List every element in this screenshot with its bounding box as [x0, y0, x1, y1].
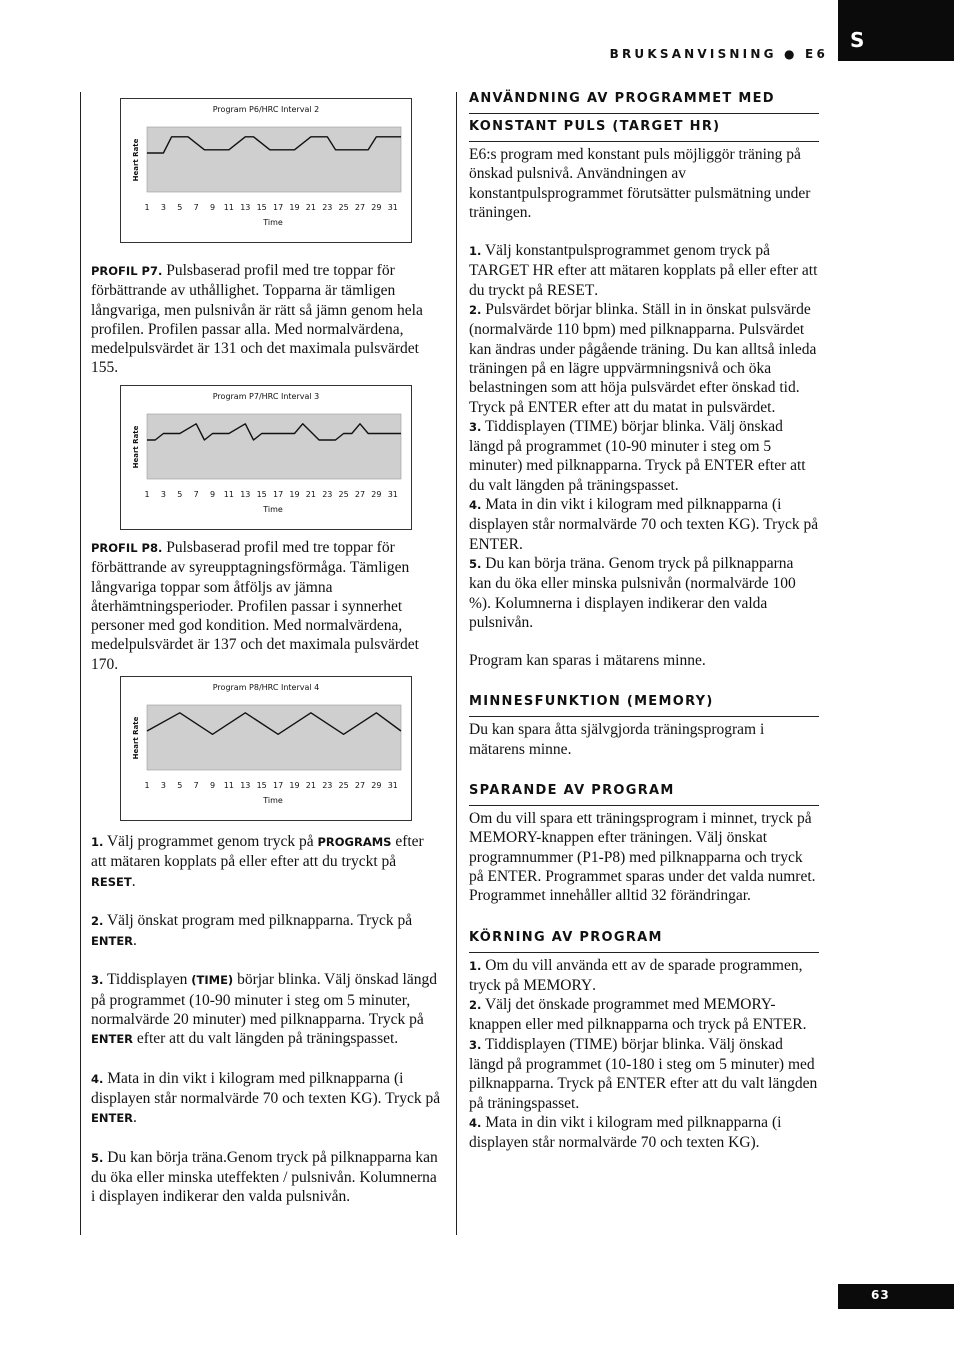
- right-step-5: 5. Du kan börja träna. Genom tryck på pilknapparna kan du öka eller minska pulsnivån (normalvärde 100 %). Kolumnerna i displayen indikerar den valda pulsnivån.: [469, 554, 796, 631]
- x-tick-label: 9: [209, 781, 216, 790]
- x-tick-label: 15: [256, 203, 267, 212]
- x-tick-label: 25: [338, 490, 349, 499]
- p8-label: PROFIL P8.: [91, 541, 163, 555]
- left-step-3: 3. Tiddisplayen (TIME) börjar blinka. Välj önskad längd på programmet (10-90 minuter i steg om 5 minuter, normalvärde 20 minuter) med pilknapparna. Tryck på ENTER efter att du valt längden på träningspasset.: [91, 971, 437, 1048]
- run-step-1: 1. Om du vill använda ett av de sparade programmen, tryck på MEMORY.: [469, 956, 803, 994]
- left-rule: [80, 92, 81, 1235]
- run-step-3: 3. Tiddisplayen (TIME) börjar blinka. Välj önskad längd på programmet (10-180 i steg om 5 minuter) med pilknapparna. Tryck på ENTER efter att du valt längden på träningspasset.: [469, 1035, 818, 1112]
- x-tick-label: 13: [240, 781, 251, 790]
- right-column: [469, 86, 819, 1152]
- page-header: BRUKSANVISNING ● E6: [609, 47, 828, 61]
- memory-text: Du kan spara åtta självgjorda träningsprogram i mätarens minne.: [469, 721, 765, 758]
- x-tick-label: 7: [193, 490, 199, 499]
- left-step-1: 1. Välj programmet genom tryck på PROGRAMS efter att mätaren kopplats på eller efter att du tryckt på RESET.: [91, 833, 424, 890]
- left-step-5: 5. Du kan börja träna.Genom tryck på pilknapparna kan du öka eller minska uteffekten / pulsnivån. Kolumnerna i displayen indikerar den valda pulsnivån.: [91, 1148, 438, 1206]
- right-step-1: 1. Välj konstantpulsprogrammet genom tryck på TARGET HR efter att mätaren kopplats på eller efter att du tryckt på RESET.: [469, 242, 818, 299]
- p8-text: Pulsbaserad profil med tre toppar för förbättrande av syreupptagningsförmåga. Tämligen långvariga toppar som åtföljs av jämna återhämtningsperioder. Profilen passar i synnerhet personer med god kondition. Med normalvärdena, medelpulsvärdet är 137 och det maximala pulsvärdet 170.: [91, 539, 419, 673]
- x-tick-label: 25: [338, 781, 349, 790]
- left-step-4: 4. Mata in din vikt i kilogram med pilknapparna (i displayen står normalvärde 70 och texten KG). Tryck på ENTER.: [91, 1069, 441, 1127]
- x-tick-label: 17: [273, 781, 284, 790]
- x-tick-label: 31: [387, 781, 398, 790]
- save-program-text: Om du vill spara ett träningsprogram i minnet, tryck på MEMORY-knappen efter träningen. Välj önskat programnummer (P1-P8) med pilknapparna och tryck på ENTER. Programmet sparas under det valda numret. Programmet innehåller alltid 32 förändringar.: [469, 810, 816, 905]
- left-step-2: 2. Välj önskat program med pilknapparna. Tryck på ENTER.: [91, 911, 413, 950]
- profile-p8: [91, 538, 443, 674]
- x-tick-label: 5: [177, 781, 183, 790]
- x-tick-label: 19: [289, 781, 300, 790]
- x-axis-label: Time: [263, 796, 283, 805]
- x-tick-label: 5: [177, 490, 183, 499]
- x-tick-label: 1: [144, 203, 150, 212]
- right-step-2: 2. Pulsvärdet börjar blinka. Ställ in in önskat pulsvärde (normalvärde 110 bpm) med pilknapparna. Pulsvärdet kan ändras under pågående träning. Du kan alltså inleda träningen på en lägre uppvärmningsnivå och öka belastningen som att höja pulsvärdet efter önskad tid. Tryck på ENTER efter att du matat in pulsvärdet.: [469, 301, 817, 416]
- x-tick-label: 29: [371, 203, 382, 212]
- profile-p7: [91, 261, 443, 378]
- x-tick-label: 3: [160, 781, 166, 790]
- left-steps: [91, 832, 443, 1206]
- x-tick-label: 21: [305, 203, 316, 212]
- chart-p6-svg: [121, 99, 411, 242]
- chart-title: Program P8/HRC Interval 4: [212, 683, 320, 692]
- x-tick-label: 21: [305, 781, 316, 790]
- y-axis-label: Heart Rate: [132, 425, 140, 469]
- run-step-4: 4. Mata in din vikt i kilogram med pilknapparna (i displayen står normalvärde 70 och texten KG).: [469, 1113, 782, 1152]
- x-tick-label: 7: [193, 203, 199, 212]
- right-step-3: 3. Tiddisplayen (TIME) börjar blinka. Välj önskad längd på programmet (10-90 minuter i steg om 5 minuter) med pilknapparna. Tryck på ENTER efter att du valt längden på träningspasset.: [469, 417, 806, 494]
- x-tick-label: 1: [144, 781, 150, 790]
- chart-p6: [120, 98, 412, 243]
- x-tick-label: 11: [223, 781, 234, 790]
- x-tick-label: 27: [354, 781, 366, 790]
- heading-run-program: KÖRNING AV PROGRAM: [469, 925, 819, 953]
- y-axis-label: Heart Rate: [132, 716, 140, 760]
- save-note: Program kan sparas i mätarens minne.: [469, 652, 706, 670]
- y-axis-label: Heart Rate: [132, 138, 140, 182]
- chart-title: Program P6/HRC Interval 2: [212, 105, 320, 114]
- x-tick-label: 21: [305, 490, 316, 499]
- center-rule: [456, 92, 457, 1235]
- p7-text: Pulsbaserad profil med tre toppar för förbättrande av uthållighet. Topparna är tämligen långvariga, men pulsnivån är rätt så jämn genom hela profilen. Profilen passar alla. Med normalvärdena, medelpulsvärdet är 131 och det maximala pulsvärdet 155.: [91, 262, 423, 377]
- x-tick-label: 5: [177, 203, 183, 212]
- x-tick-label: 15: [256, 490, 267, 499]
- run-step-2: 2. Välj det önskade programmet med MEMORY-knappen eller med pilknapparna och tryck på ENTER.: [469, 996, 807, 1034]
- heading-target-hr-1: ANVÄNDNING AV PROGRAMMET MED: [469, 86, 819, 114]
- chart-title: Program P7/HRC Interval 3: [212, 392, 320, 401]
- plot-area: [147, 414, 401, 479]
- x-tick-label: 27: [354, 203, 366, 212]
- x-tick-label: 13: [240, 490, 251, 499]
- x-tick-label: 19: [289, 203, 300, 212]
- plot-area: [147, 705, 401, 770]
- x-tick-label: 17: [273, 490, 284, 499]
- x-tick-label: 17: [273, 203, 284, 212]
- x-axis-label: Time: [263, 218, 283, 227]
- x-tick-label: 15: [256, 781, 267, 790]
- page-number-box: [838, 1284, 954, 1309]
- x-tick-label: 27: [354, 490, 366, 499]
- x-tick-label: 29: [371, 490, 382, 499]
- x-tick-label: 9: [209, 490, 216, 499]
- target-hr-intro: E6:s program med konstant puls möjliggör träning på önskad pulsnivå. Användningen av konstantpulsprogrammet förutsätter pulsmätning under träningen.: [469, 146, 811, 221]
- chart-p8-svg: [121, 677, 411, 820]
- heading-target-hr-2: KONSTANT PULS (TARGET HR): [469, 114, 819, 142]
- p7-label: PROFIL P7.: [91, 264, 163, 278]
- x-tick-label: 19: [289, 490, 300, 499]
- right-step-4: 4. Mata in din vikt i kilogram med pilknapparna (i displayen står normalvärde 70 och texten KG). Tryck på ENTER.: [469, 496, 819, 553]
- x-axis-label: Time: [263, 505, 283, 514]
- x-tick-label: 23: [322, 490, 333, 499]
- x-tick-label: 7: [193, 781, 199, 790]
- x-tick-label: 25: [338, 203, 349, 212]
- language-tab: [838, 0, 954, 61]
- x-tick-label: 31: [387, 203, 398, 212]
- page-number: 63: [871, 1288, 890, 1302]
- x-tick-label: 13: [240, 203, 251, 212]
- x-tick-label: 23: [322, 203, 333, 212]
- x-tick-label: 11: [223, 490, 234, 499]
- heading-memory: MINNESFUNKTION (MEMORY): [469, 689, 819, 717]
- x-tick-label: 3: [160, 203, 166, 212]
- language-letter: S: [850, 28, 865, 52]
- chart-p7-svg: [121, 386, 411, 529]
- chart-p7: [120, 385, 412, 530]
- x-tick-label: 11: [223, 203, 234, 212]
- x-tick-label: 9: [209, 203, 216, 212]
- x-tick-label: 3: [160, 490, 166, 499]
- x-tick-label: 31: [387, 490, 398, 499]
- x-tick-label: 23: [322, 781, 333, 790]
- x-tick-label: 29: [371, 781, 382, 790]
- x-tick-label: 1: [144, 490, 150, 499]
- chart-p8: [120, 676, 412, 821]
- heading-save-program: SPARANDE AV PROGRAM: [469, 778, 819, 806]
